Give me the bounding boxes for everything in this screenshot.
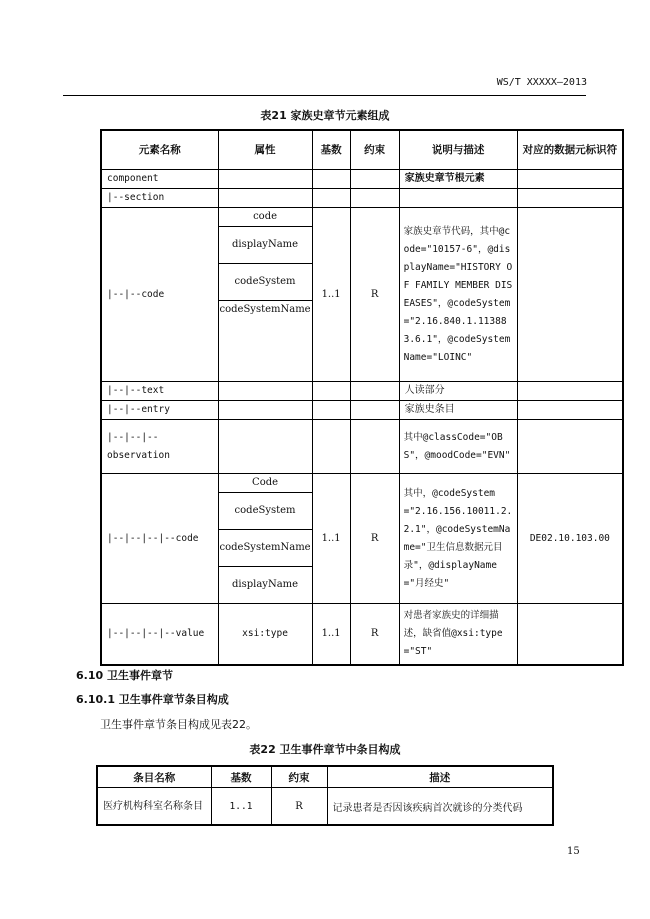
element-name: |--|--code [101,208,218,382]
table-row [101,604,623,666]
attribute-item: codeSystem [219,493,312,530]
constraint: R [350,474,399,604]
col-attribute: 属性 [218,130,312,170]
header-rule [63,95,586,96]
col-description: 说明与描述 [399,130,517,170]
table22 [96,765,554,826]
document-code: WS/T XXXXX—2013 [496,77,587,88]
table21 [100,129,624,666]
element-name: |--|--text [101,382,218,401]
constraint: R [350,208,399,382]
attribute-item: displayName [219,227,312,264]
element-desc: 其中@classCode="OBS"，@moodCode="EVN" [399,420,517,474]
attribute-list [219,474,312,603]
data-element-id: DE02.10.103.00 [517,474,623,604]
table-row [101,420,623,474]
constraint: R [271,788,327,826]
attribute-list [219,208,312,381]
col-constraint: 约束 [350,130,399,170]
attribute-item: codeSystem [219,264,312,301]
attribute-item: Code [219,474,312,493]
col-element-name: 元素名称 [101,130,218,170]
table-row [97,788,553,826]
element-name: component [101,170,218,189]
attribute-item: code [219,208,312,227]
element-name: |--|--entry [101,401,218,420]
element-name: |--section [101,189,218,208]
table-row [101,208,623,382]
table-row [101,170,623,189]
element-desc: 家族史章节代码，其中@code="10157-6"，@displayName="HISTORY OF FAMILY MEMBER DISEASES"，@codeSystem="2.16.840.1.113883.6.1"，@codeSystemName="LOINC" [399,208,517,382]
cardinality: 1..1 [211,788,271,826]
element-desc: 其中，@codeSystem="2.16.156.10011.2.2.1"，@codeSystemName="卫生信息数据元目录"，@displayName="月经史" [399,474,517,604]
element-name: |--|--|--|--code [101,474,218,604]
item-name: 医疗机构科室名称条目 [97,788,211,826]
subsection-heading: 6.10.1 卫生事件章节条目构成 [76,693,229,706]
element-desc: 对患者家族史的详细描述，缺省值@xsi:type="ST" [399,604,517,666]
col-description: 描述 [327,766,553,788]
page-number: 15 [567,846,580,857]
attribute-item: codeSystemName [219,530,312,567]
element-desc: 家族史条目 [399,401,517,420]
table21-caption: 表21 家族史章节元素组成 [260,109,390,122]
col-constraint: 约束 [271,766,327,788]
item-desc: 记录患者是否因该疾病首次就诊的分类代码 [327,788,553,826]
cardinality: 1..1 [312,604,350,666]
attribute-item: codeSystemName [219,304,311,315]
col-cardinality: 基数 [312,130,350,170]
attribute-item: displayName [232,579,299,590]
table22-header-row [97,766,553,788]
table21-header-row [101,130,623,170]
table-row [101,382,623,401]
element-desc: 人读部分 [399,382,517,401]
table-row [101,189,623,208]
element-desc: 家族史章节根元素 [399,170,517,189]
col-item-name: 条目名称 [97,766,211,788]
constraint: R [350,604,399,666]
cardinality: 1..1 [312,208,350,382]
cardinality: 1..1 [312,474,350,604]
element-name: |--|--|--|--value [101,604,218,666]
col-data-element-id: 对应的数据元标识符 [517,130,623,170]
table-row [101,401,623,420]
paragraph: 卫生事件章节条目构成见表22。 [100,718,257,731]
table22-caption: 表22 卫生事件章节中条目构成 [249,743,401,756]
table-row [101,474,623,604]
col-cardinality: 基数 [211,766,271,788]
section-heading: 6.10 卫生事件章节 [76,669,173,682]
element-name: |--|--|--observation [101,420,218,474]
attribute-item: xsi:type [218,604,312,666]
